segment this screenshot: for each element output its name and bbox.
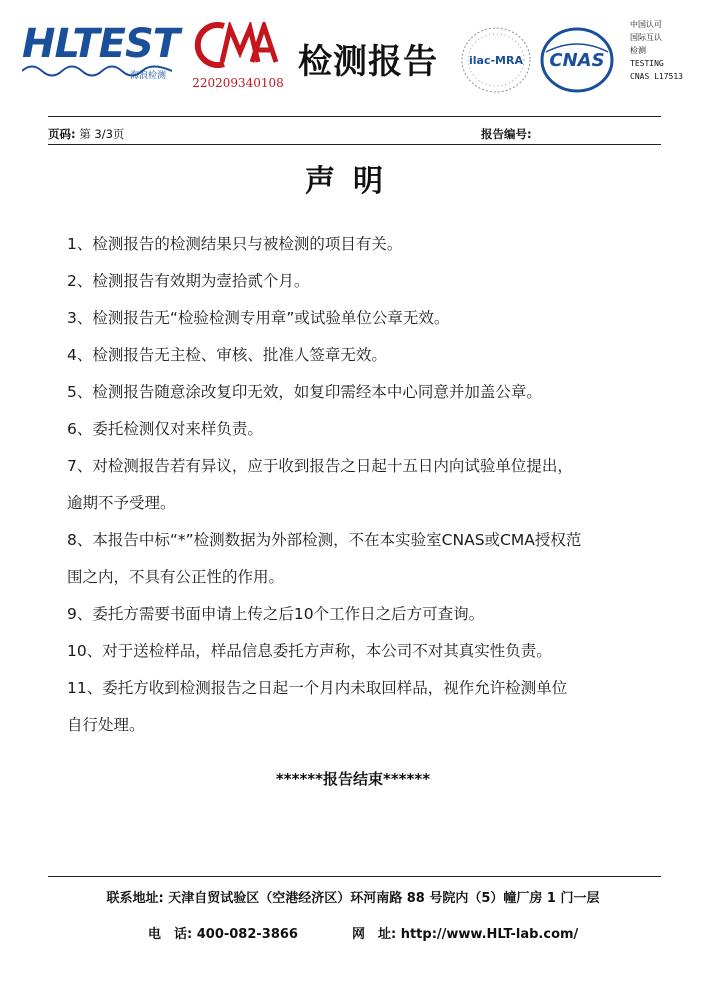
declaration-item: 逾期不予受理。 [67,494,176,512]
declaration-item: 8、本报告中标“*”检测数据为外部检测，不在本实验室CNAS或CMA授权范 [67,531,582,549]
declaration-item: 自行处理。 [67,716,145,734]
page-number-label: 页码: [48,127,76,141]
cma-mark [188,22,288,94]
declaration-item: 4、检测报告无主检、审核、批准人签章无效。 [67,346,387,364]
cnas-logo-icon [540,26,614,94]
svg-text:ilac-MRA: ilac-MRA [469,54,523,67]
header-rule [48,116,661,117]
cert-line: 国际互认 [630,33,662,42]
declaration-item: 5、检测报告随意涂改复印无效，如复印需经本中心同意并加盖公章。 [67,383,542,401]
report-number-label: 报告编号: [481,127,532,141]
report-end-mark: ******报告结束****** [275,770,431,788]
declaration-item: 7、对检测报告若有异议，应于收到报告之日起十五日内向试验单位提出， [67,457,573,475]
declaration-item: 围之内，不具有公正性的作用。 [67,568,285,586]
page-number [48,126,124,142]
report-header [0,0,706,115]
cert-line: CNAS L17513 [630,72,683,81]
report-title: 检测报告 [298,42,438,82]
declaration-item: 6、委托检测仅对来样负责。 [67,420,263,438]
cert-line: 检测 [630,46,646,55]
declaration-item: 1、检测报告的检测结果只与被检测的项目有关。 [67,235,403,253]
declaration-item: 10、对于送检样品，样品信息委托方声称，本公司不对其真实性负责。 [67,642,552,660]
logo-text: HLTEST [22,21,180,67]
meta-rule [48,144,661,145]
cma-number: 220209340108 [192,76,284,90]
footer-rule [48,876,661,877]
contact-phone: 电 话: 400-082-3866 [148,927,298,942]
ilac-mra-logo-icon [460,26,532,94]
declaration-item: 9、委托方需要书面申请上传之后10个工作日之后方可查询。 [67,605,485,623]
cma-logo-icon [188,22,280,68]
accreditation-text [630,18,706,83]
declaration-item: 11、委托方收到检测报告之日起一个月内未取回样品，视作允许检测单位 [67,679,568,697]
contact-address: 联系地址: 天津自贸试验区（空港经济区）环河南路 88 号院内（5）幢厂房 1 门一层 [106,891,600,906]
hltest-logo [22,22,184,82]
contact-website[interactable]: 网 址: http://www.HLT-lab.com/ [351,927,579,942]
cert-line: 中国认可 [630,20,662,29]
cert-line: TESTING [630,59,664,68]
declaration-item: 2、检测报告有效期为壹拾贰个月。 [67,272,310,290]
page-number-value: 第 3/3页 [79,127,125,141]
svg-text:CNAS: CNAS [549,50,605,71]
declaration-title: 声明 [305,164,401,199]
declaration-list [67,226,647,744]
contact-line [148,923,578,942]
logo-subtitle: 海浪检测 [130,71,167,81]
declaration-item: 3、检测报告无“检验检测专用章”或试验单位公章无效。 [67,309,450,327]
